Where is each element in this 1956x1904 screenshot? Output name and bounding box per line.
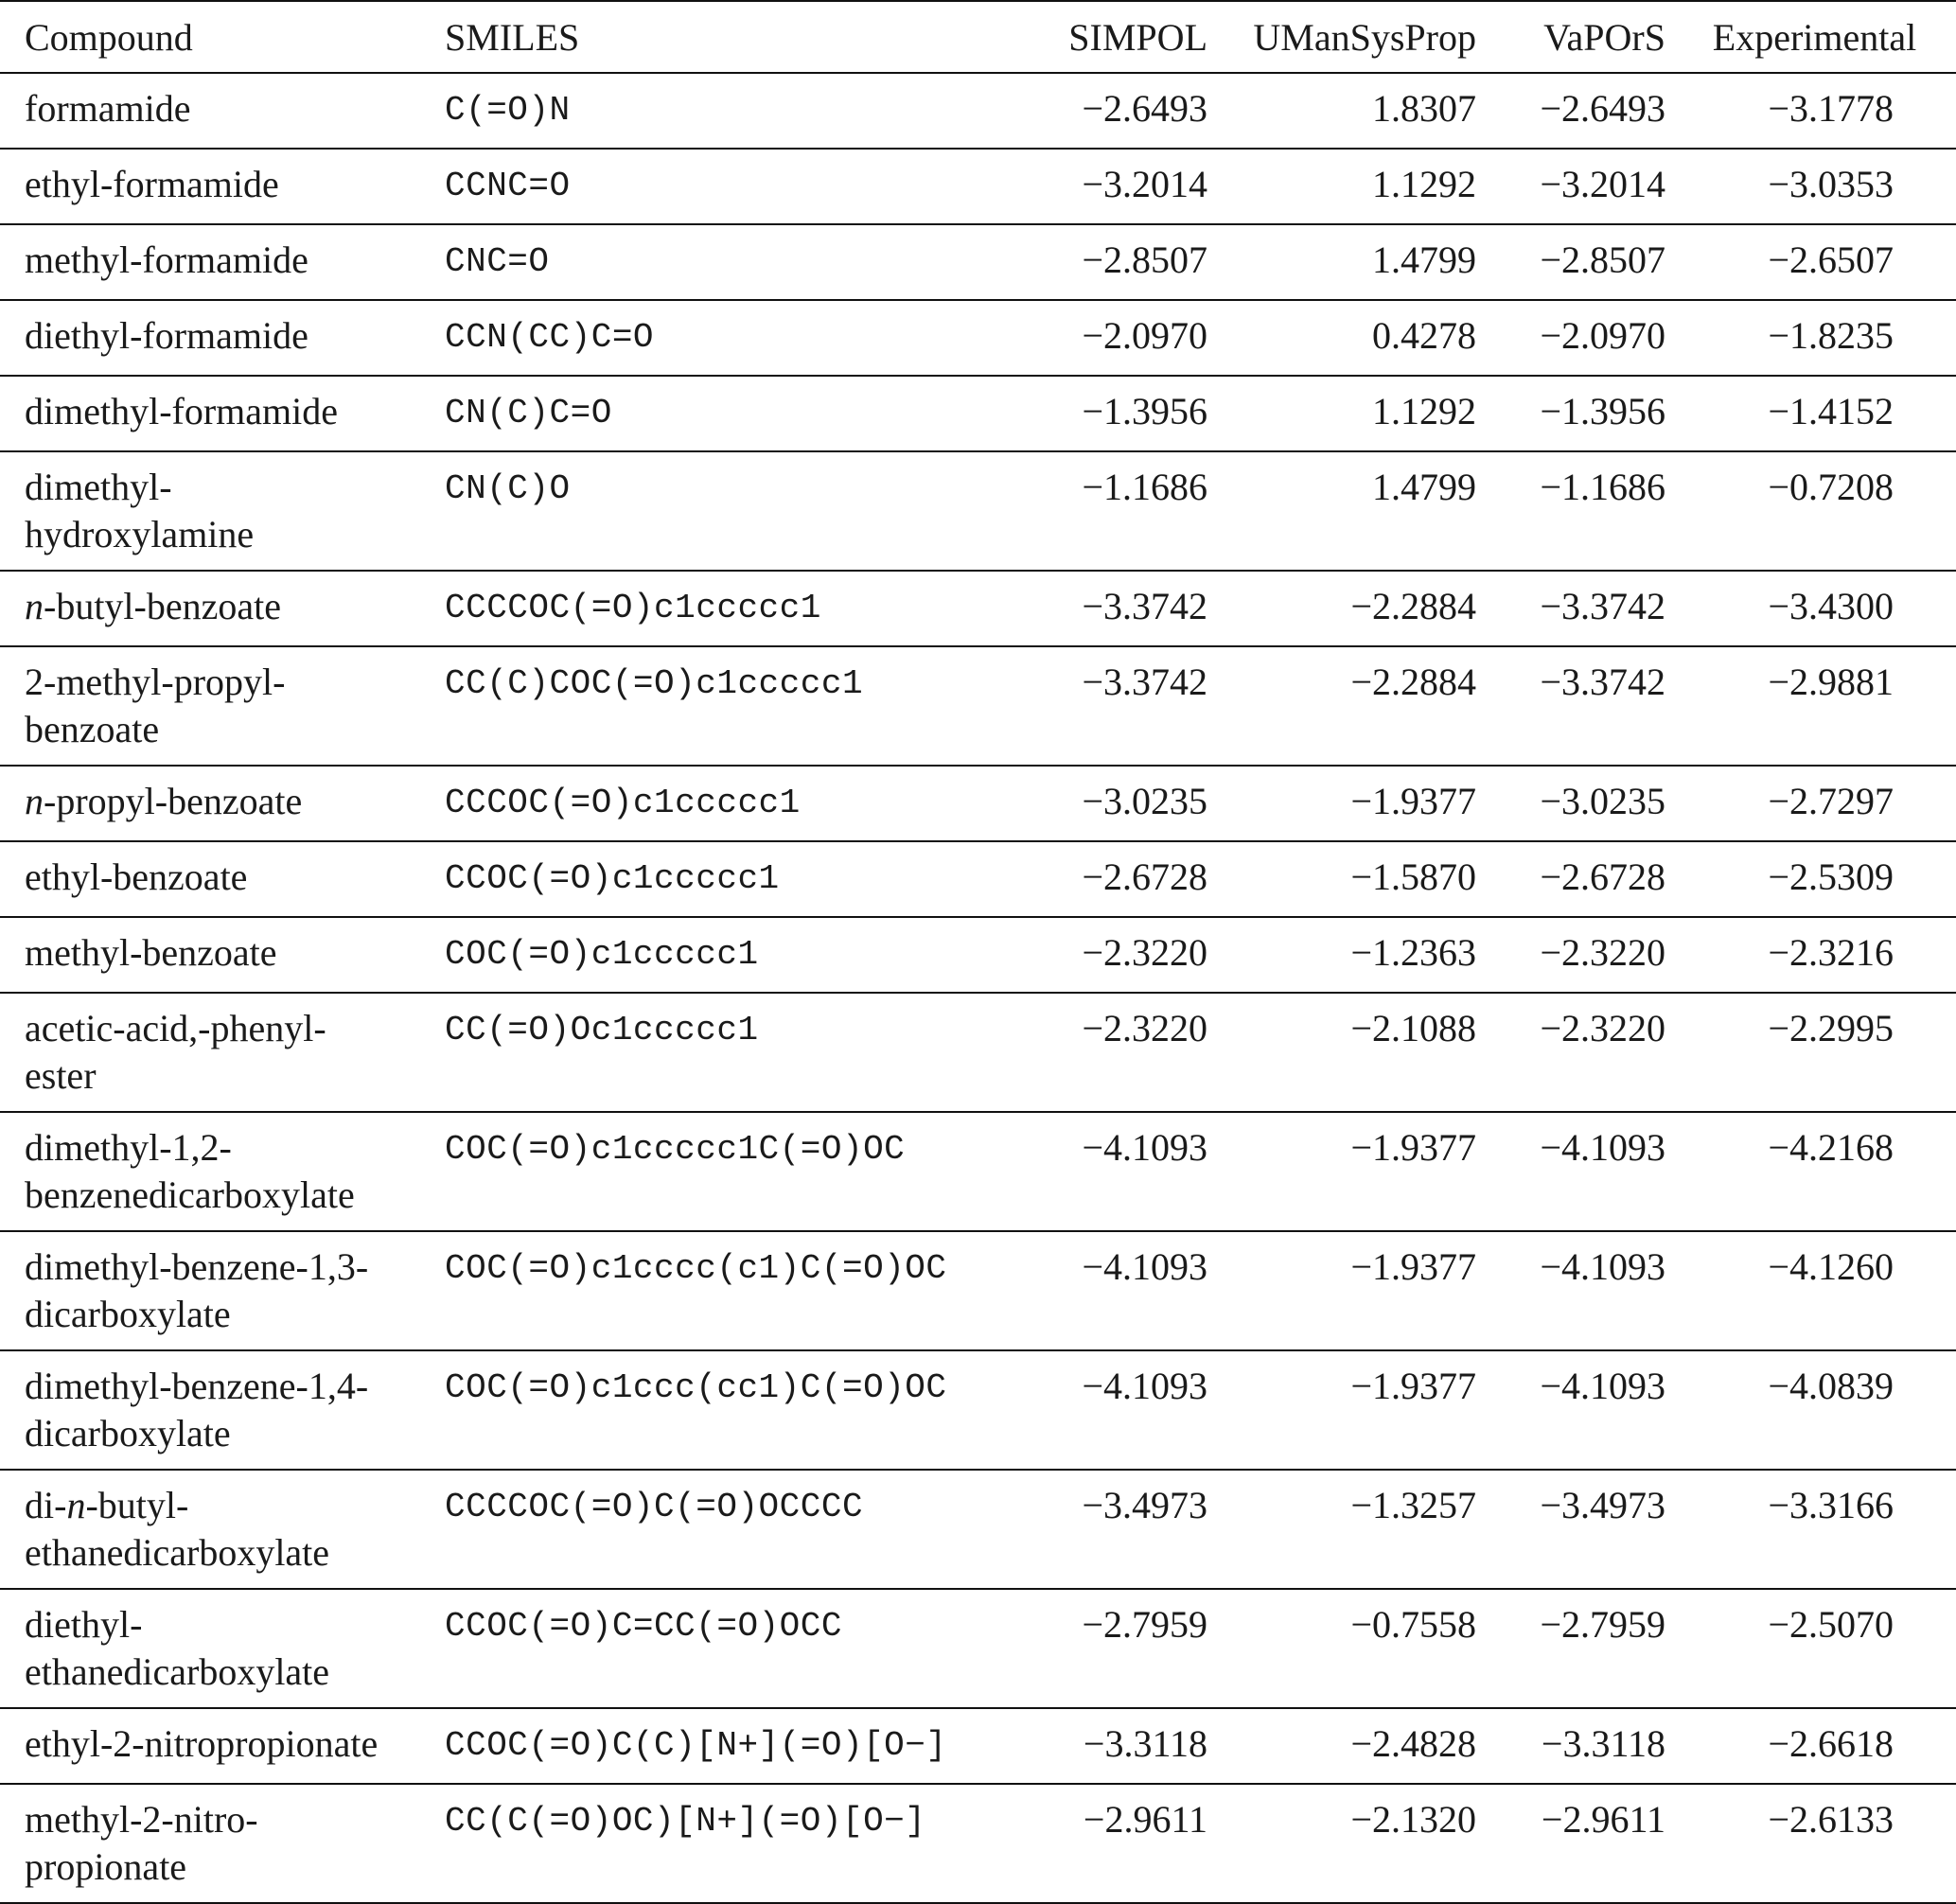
cell-simpol: −2.9611	[1045, 1784, 1215, 1903]
table-row	[0, 841, 1956, 917]
compound-name-line	[25, 1529, 420, 1577]
compound-name-text: -butyl-benzoate	[44, 585, 281, 627]
cell-compound	[0, 1231, 420, 1350]
cell-umansysprop: 1.4799	[1215, 224, 1484, 300]
table-row	[0, 1589, 1956, 1708]
cell-smiles: CN(C)O	[420, 451, 1045, 571]
table-row	[0, 300, 1956, 376]
cell-smiles: CC(C)COC(=O)c1ccccc1	[420, 646, 1045, 766]
compound-name-text: dicarboxylate	[25, 1412, 231, 1454]
compound-name-text: ethanedicarboxylate	[25, 1531, 330, 1574]
cell-umansysprop: −2.2884	[1215, 571, 1484, 646]
cell-simpol: −4.1093	[1045, 1231, 1215, 1350]
compound-name-text: ethyl-benzoate	[25, 855, 248, 898]
cell-umansysprop: −1.9377	[1215, 1350, 1484, 1470]
compound-name-line	[25, 1720, 420, 1768]
compound-name-text: formamide	[25, 87, 191, 130]
cell-experimental: −3.1778	[1673, 73, 1956, 149]
cell-simpol: −2.7959	[1045, 1589, 1215, 1708]
compound-name-line	[25, 85, 420, 132]
table-row	[0, 1784, 1956, 1903]
cell-smiles: CC(C(=O)OC)[N+](=O)[O−]	[420, 1784, 1045, 1903]
compound-name-line	[25, 464, 420, 511]
cell-umansysprop: −0.7558	[1215, 1589, 1484, 1708]
compound-name-text: -propyl-benzoate	[44, 780, 303, 822]
cell-smiles: CCCCOC(=O)C(=O)OCCCC	[420, 1470, 1045, 1589]
cell-smiles: COC(=O)c1ccccc1	[420, 917, 1045, 993]
cell-smiles: COC(=O)c1ccc(cc1)C(=O)OC	[420, 1350, 1045, 1470]
table-header	[0, 1, 1956, 73]
cell-compound	[0, 1112, 420, 1231]
compound-name-text: methyl-formamide	[25, 238, 308, 281]
compound-name-text: ethyl-2-nitropropionate	[25, 1722, 379, 1765]
cell-vapors: −1.3956	[1484, 376, 1673, 451]
compound-name-text: ethanedicarboxylate	[25, 1650, 330, 1693]
cell-compound	[0, 224, 420, 300]
cell-experimental: −1.8235	[1673, 300, 1956, 376]
cell-umansysprop: 1.1292	[1215, 149, 1484, 224]
cell-umansysprop: −1.9377	[1215, 1231, 1484, 1350]
cell-umansysprop: −1.9377	[1215, 1112, 1484, 1231]
cell-compound	[0, 917, 420, 993]
cell-experimental: −2.2995	[1673, 993, 1956, 1112]
cell-compound	[0, 571, 420, 646]
header-simpol: SIMPOL	[1045, 1, 1215, 73]
compound-name-text: benzenedicarboxylate	[25, 1173, 355, 1216]
compound-name-text: dicarboxylate	[25, 1293, 231, 1335]
cell-simpol: −2.3220	[1045, 917, 1215, 993]
table-row	[0, 766, 1956, 841]
cell-vapors: −4.1093	[1484, 1350, 1673, 1470]
compound-name-line	[25, 511, 420, 558]
cell-experimental: −2.6133	[1673, 1784, 1956, 1903]
compound-name-text: dimethyl-	[25, 466, 172, 508]
compound-name-line	[25, 1124, 420, 1172]
compound-name-line	[25, 583, 420, 630]
cell-smiles: CCN(CC)C=O	[420, 300, 1045, 376]
cell-compound	[0, 1350, 420, 1470]
cell-simpol: −2.6493	[1045, 73, 1215, 149]
cell-simpol: −4.1093	[1045, 1350, 1215, 1470]
cell-compound	[0, 376, 420, 451]
compound-name-italic: n	[25, 585, 44, 627]
compound-name-line	[25, 706, 420, 753]
compound-name-text: benzoate	[25, 708, 160, 750]
cell-compound	[0, 1784, 420, 1903]
cell-simpol: −3.2014	[1045, 149, 1215, 224]
header-compound: Compound	[0, 1, 420, 73]
cell-compound	[0, 149, 420, 224]
cell-smiles: COC(=O)c1ccccc1C(=O)OC	[420, 1112, 1045, 1231]
compound-name-text: diethyl-	[25, 1603, 143, 1646]
cell-umansysprop: −1.3257	[1215, 1470, 1484, 1589]
cell-smiles: COC(=O)c1cccc(c1)C(=O)OC	[420, 1231, 1045, 1350]
cell-smiles: CNC=O	[420, 224, 1045, 300]
table-row	[0, 1350, 1956, 1470]
cell-umansysprop: 0.4278	[1215, 300, 1484, 376]
compound-name-line	[25, 237, 420, 284]
cell-compound	[0, 300, 420, 376]
cell-simpol: −3.0235	[1045, 766, 1215, 841]
cell-vapors: −2.3220	[1484, 917, 1673, 993]
compound-name-text: hydroxylamine	[25, 513, 255, 555]
table-row	[0, 73, 1956, 149]
cell-simpol: −3.3742	[1045, 646, 1215, 766]
compound-name-text: dimethyl-1,2-	[25, 1126, 232, 1169]
compound-name-text: dimethyl-benzene-1,4-	[25, 1365, 369, 1407]
cell-umansysprop: −1.2363	[1215, 917, 1484, 993]
cell-simpol: −2.3220	[1045, 993, 1215, 1112]
table-row	[0, 1470, 1956, 1589]
cell-experimental: −0.7208	[1673, 451, 1956, 571]
cell-simpol: −1.3956	[1045, 376, 1215, 451]
cell-compound	[0, 993, 420, 1112]
compound-name-line	[25, 1005, 420, 1052]
compound-name-line	[25, 1172, 420, 1219]
cell-experimental: −2.6507	[1673, 224, 1956, 300]
cell-umansysprop: 1.8307	[1215, 73, 1484, 149]
cell-umansysprop: −1.5870	[1215, 841, 1484, 917]
compound-name-line	[25, 388, 420, 435]
cell-experimental: −4.1260	[1673, 1231, 1956, 1350]
cell-compound	[0, 646, 420, 766]
cell-simpol: −3.3118	[1045, 1708, 1215, 1784]
compound-name-line	[25, 778, 420, 825]
cell-vapors: −3.3118	[1484, 1708, 1673, 1784]
compound-name-text: diethyl-formamide	[25, 314, 308, 357]
cell-vapors: −2.7959	[1484, 1589, 1673, 1708]
cell-vapors: −3.3742	[1484, 646, 1673, 766]
header-smiles: SMILES	[420, 1, 1045, 73]
cell-experimental: −4.0839	[1673, 1350, 1956, 1470]
cell-compound	[0, 73, 420, 149]
compound-name-line	[25, 1363, 420, 1410]
cell-vapors: −4.1093	[1484, 1231, 1673, 1350]
compound-name-line	[25, 1601, 420, 1648]
compound-name-line	[25, 312, 420, 360]
compound-name-line	[25, 659, 420, 706]
cell-vapors: −1.1686	[1484, 451, 1673, 571]
cell-umansysprop: 1.4799	[1215, 451, 1484, 571]
cell-vapors: −2.0970	[1484, 300, 1673, 376]
compound-name-text: -butyl-	[85, 1484, 189, 1526]
table-row	[0, 149, 1956, 224]
cell-experimental: −2.6618	[1673, 1708, 1956, 1784]
cell-vapors: −3.0235	[1484, 766, 1673, 841]
cell-vapors: −2.6493	[1484, 73, 1673, 149]
compound-name-text: ethyl-formamide	[25, 163, 279, 205]
cell-smiles: CCCCOC(=O)c1ccccc1	[420, 571, 1045, 646]
compound-name-text: ester	[25, 1054, 97, 1097]
cell-vapors: −2.6728	[1484, 841, 1673, 917]
compound-name-text: acetic-acid,-phenyl-	[25, 1007, 326, 1049]
compound-name-line	[25, 1410, 420, 1457]
cell-smiles: CCOC(=O)C(C)[N+](=O)[O−]	[420, 1708, 1045, 1784]
compound-name-italic: n	[66, 1484, 86, 1526]
compound-name-line	[25, 1843, 420, 1891]
cell-umansysprop: −2.2884	[1215, 646, 1484, 766]
compound-name-italic: n	[25, 780, 44, 822]
table-row	[0, 646, 1956, 766]
cell-umansysprop: 1.1292	[1215, 376, 1484, 451]
cell-experimental: −2.5070	[1673, 1589, 1956, 1708]
header-experimental: Experimental	[1673, 1, 1956, 73]
cell-smiles: CCOC(=O)c1ccccc1	[420, 841, 1045, 917]
cell-experimental: −3.3166	[1673, 1470, 1956, 1589]
cell-vapors: −3.4973	[1484, 1470, 1673, 1589]
header-vapors: VaPOrS	[1484, 1, 1673, 73]
header-row	[0, 1, 1956, 73]
cell-smiles: CCCOC(=O)c1ccccc1	[420, 766, 1045, 841]
compound-name-line	[25, 1482, 420, 1529]
compound-name-text: methyl-benzoate	[25, 931, 277, 974]
cell-vapors: −3.3742	[1484, 571, 1673, 646]
cell-experimental: −2.7297	[1673, 766, 1956, 841]
compound-name-text: 2-methyl-propyl-	[25, 661, 286, 703]
cell-simpol: −2.0970	[1045, 300, 1215, 376]
compound-name-line	[25, 1243, 420, 1291]
cell-experimental: −2.9881	[1673, 646, 1956, 766]
compound-name-text: dimethyl-formamide	[25, 390, 339, 432]
table-row	[0, 1231, 1956, 1350]
cell-vapors: −3.2014	[1484, 149, 1673, 224]
compound-name-line	[25, 1796, 420, 1843]
cell-smiles: CCNC=O	[420, 149, 1045, 224]
table-row	[0, 451, 1956, 571]
cell-simpol: −2.8507	[1045, 224, 1215, 300]
compound-name-text: methyl-2-nitro-	[25, 1798, 258, 1841]
cell-simpol: −4.1093	[1045, 1112, 1215, 1231]
compound-name-line	[25, 854, 420, 901]
cell-experimental: −2.3216	[1673, 917, 1956, 993]
cell-experimental: −3.4300	[1673, 571, 1956, 646]
cell-compound	[0, 841, 420, 917]
compound-name-line	[25, 1291, 420, 1338]
cell-simpol: −2.6728	[1045, 841, 1215, 917]
cell-experimental: −3.0353	[1673, 149, 1956, 224]
compound-name-text: dimethyl-benzene-1,3-	[25, 1245, 369, 1288]
cell-compound	[0, 1589, 420, 1708]
cell-umansysprop: −2.4828	[1215, 1708, 1484, 1784]
compound-name-text: propionate	[25, 1845, 187, 1888]
table-row	[0, 993, 1956, 1112]
cell-compound	[0, 1470, 420, 1589]
cell-vapors: −2.9611	[1484, 1784, 1673, 1903]
table-row	[0, 376, 1956, 451]
cell-compound	[0, 766, 420, 841]
compound-name-line	[25, 929, 420, 977]
cell-smiles: CCOC(=O)C=CC(=O)OCC	[420, 1589, 1045, 1708]
cell-smiles: CN(C)C=O	[420, 376, 1045, 451]
cell-vapors: −4.1093	[1484, 1112, 1673, 1231]
compound-name-line	[25, 161, 420, 208]
table-row	[0, 1112, 1956, 1231]
compound-name-text: di-	[25, 1484, 67, 1526]
cell-compound	[0, 451, 420, 571]
cell-compound	[0, 1708, 420, 1784]
table-row	[0, 224, 1956, 300]
compound-name-line	[25, 1648, 420, 1696]
table-row	[0, 571, 1956, 646]
cell-experimental: −1.4152	[1673, 376, 1956, 451]
cell-simpol: −1.1686	[1045, 451, 1215, 571]
cell-umansysprop: −2.1088	[1215, 993, 1484, 1112]
table-row	[0, 917, 1956, 993]
cell-experimental: −4.2168	[1673, 1112, 1956, 1231]
cell-experimental: −2.5309	[1673, 841, 1956, 917]
cell-smiles: C(=O)N	[420, 73, 1045, 149]
cell-simpol: −3.3742	[1045, 571, 1215, 646]
compound-name-line	[25, 1052, 420, 1100]
cell-vapors: −2.8507	[1484, 224, 1673, 300]
header-umansysprop: UManSysProp	[1215, 1, 1484, 73]
cell-umansysprop: −2.1320	[1215, 1784, 1484, 1903]
cell-umansysprop: −1.9377	[1215, 766, 1484, 841]
cell-smiles: CC(=O)Oc1ccccc1	[420, 993, 1045, 1112]
table-body	[0, 73, 1956, 1903]
cell-vapors: −2.3220	[1484, 993, 1673, 1112]
table-row	[0, 1708, 1956, 1784]
cell-simpol: −3.4973	[1045, 1470, 1215, 1589]
